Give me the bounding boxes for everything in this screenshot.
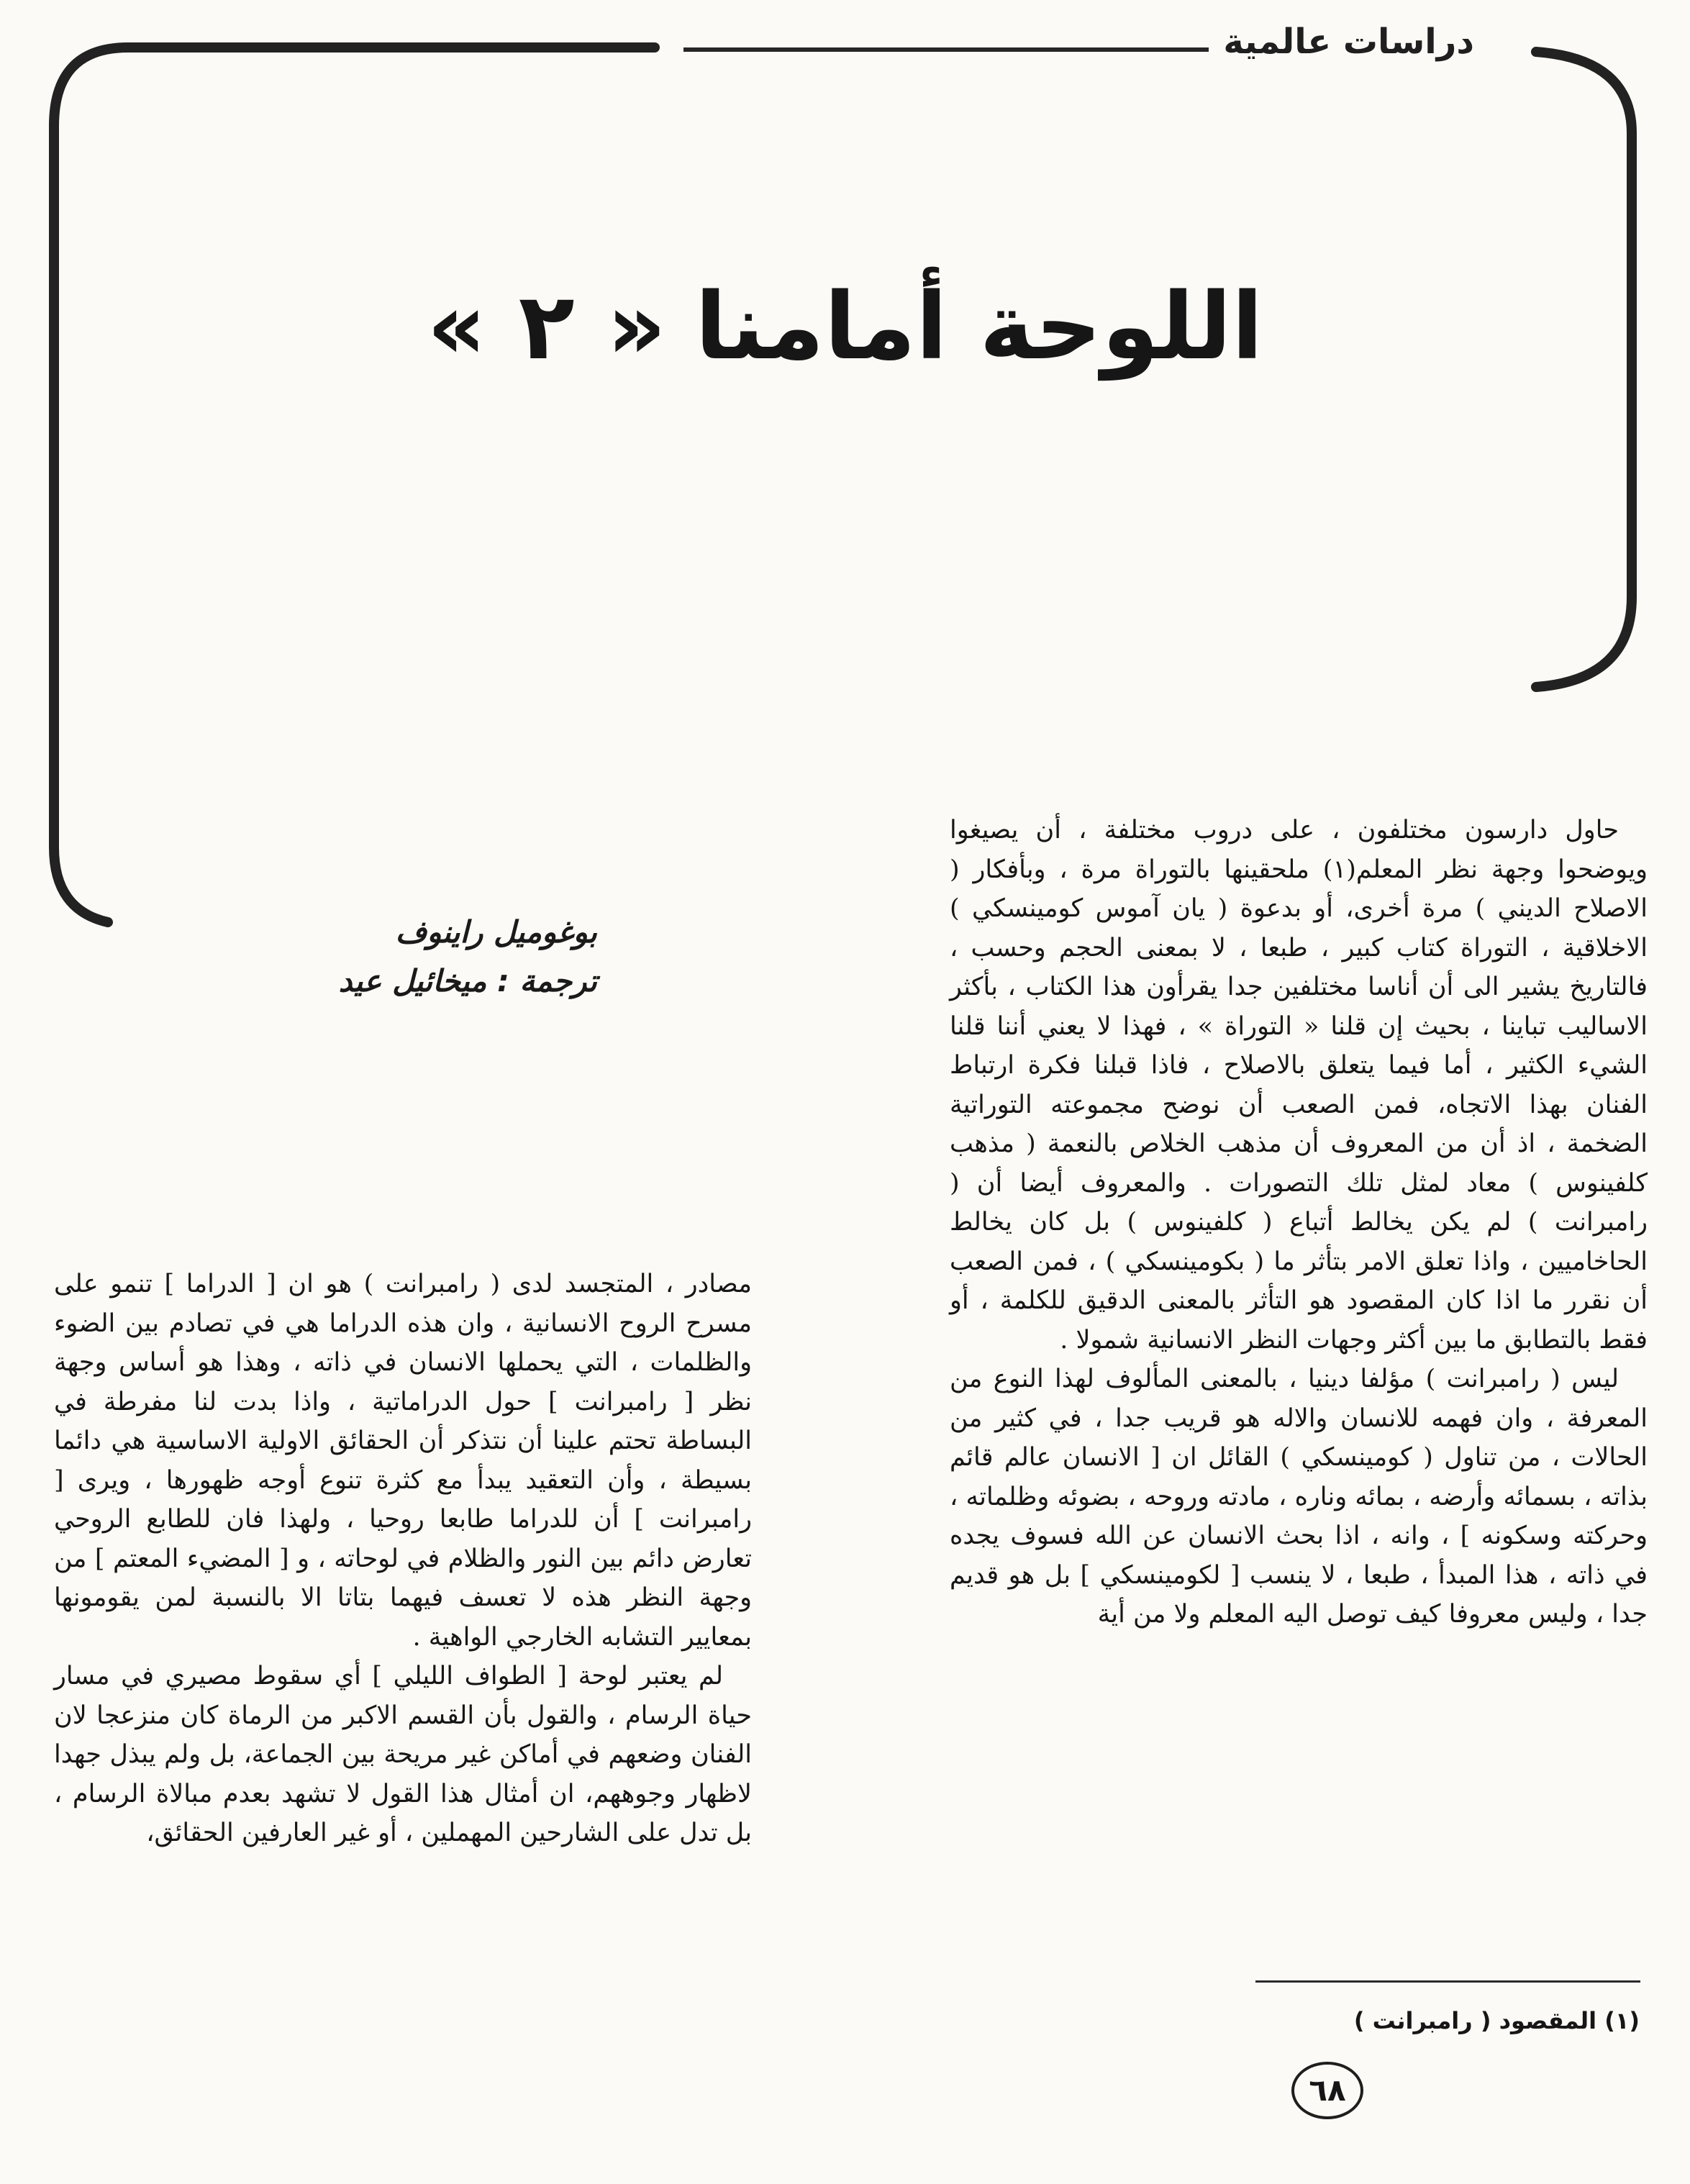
section-header: دراسات عالمية <box>1223 22 1474 62</box>
paragraph: لم يعتبر لوحة [ الطواف الليلي ] أي سقوط مصيري في مسار حياة الرسام ، والقول بأن القسم الاكبر من الرماة كان منزعجا لان الفنان وضعهم في أماكن غير مريحة بين الجماعة، بل ولم يبذل جهدا لاظهار وجوههم، ان أمثال هذا القول لا تشهد بعدم مبالاة الرسام ، بل تدل على الشارحين المهملين ، أو غير العارفين الحقائق، <box>54 1662 752 1847</box>
footnote-rule <box>1255 1980 1640 1983</box>
byline <box>237 908 597 1006</box>
footnote-text: المقصود ( رامبرانت ) <box>1353 2007 1597 2034</box>
frame-left-bracket <box>54 47 655 922</box>
author-name: بوغوميل راينوف <box>395 914 597 950</box>
paragraph: ليس ( رامبرانت ) مؤلفا دينيا ، بالمعنى المألوف لهذا النوع من المعرفة ، وان فهمه للانسان والاله هو قريب جدا ، في كثير من الحالات ، من تناول ( كومينسكي ) القائل ان [ الانسان عالم قائم بذاته ، بسمائه وأرضه ، بمائه وناره ، مادته وروحه ، بضوئه وظلماته ، وحركته وسكونه ] ، وانه ، اذا بحث الانسان عن الله فسوف يجده في ذاته ، هذا المبدأ ، طبعا ، لا ينسب [ لكومينسكي ] بل هو قديم جدا ، وليس معروفا كيف توصل اليه المعلم ولا من أية <box>950 1365 1648 1629</box>
translator-name: ترجمة : ميخائيل عيد <box>338 963 597 998</box>
paragraph: مصادر ، المتجسد لدى ( رامبرانت ) هو ان [ الدراما ] تنمو على مسرح الروح الانسانية ، وان هذه الدراما هي في تصادم بين الضوء والظلمات ، التي يحملها الانسان في ذاته ، وهذا هو أساس وجهة نظر [ رامبرانت ] حول الدراماتية ، واذا بدت لنا مفرطة في البساطة تحتم علينا أن نتذكر أن الحقائق الاولية الاساسية هي دائما بسيطة ، وأن التعقيد يبدأ مع كثرة تنوع أوجه ظهورها ، ويرى [ رامبرانت ] أن للدراما طابعا روحيا ، ولهذا فان للطابع الروحي تعارض دائم بين النور والظلام في لوحاته ، و [ المضيء المعتم ] من وجهة النظر هذه لا تعسف فيهما بتاتا الا بالنسبة لمن يقومونها بمعايير التشابه الخارجي الواهية . <box>54 1270 752 1652</box>
footnote-marker: (١) <box>1604 2007 1640 2034</box>
footnote <box>1354 2007 1640 2034</box>
left-column <box>54 1265 752 1853</box>
article-title <box>0 273 1690 381</box>
title-text: اللوحة أمامنا <box>695 273 1263 381</box>
paragraph: حاول دارسون مختلفون ، على دروب مختلفة ، أن يصيغوا ويوضحوا وجهة نظر المعلم(١) ملحقينها بالتوراة مرة ، وبأفكار ( الاصلاح الديني ) مرة أخرى، أو بدعوة ( يان آموس كومينسكي ) الاخلاقية ، التوراة كتاب كبير ، طبعا ، لا بمعنى الحجم وحسب ، فالتاريخ يشير الى أن أناسا مختلفين جدا يقرأون هذا الكتاب ، بأكثر الاساليب تباينا ، بحيث إن قلنا « التوراة » ، فهذا لا يعني أننا قلنا الشيء الكثير ، أما فيما يتعلق بالاصلاح ، فاذا قبلنا فكرة ارتباط الفنان بهذا الاتجاه، فمن الصعب أن نوضح مجموعته التوراتية الضخمة ، اذ أن من المعروف أن مذهب الخلاص بالنعمة ( مذهب كلفينوس ) معاد لمثل تلك التصورات . والمعروف أيضا أن ( رامبرانت ) لم يكن يخالط أتباع ( كلفينوس ) بل كان يخالط الحاخاميين ، واذا تعلق الامر بتأثر ما ( بكومينسكي ) ، فمن الصعب أن نقرر ما اذا كان المقصود هو التأثر بالمعنى الدقيق للكلمة ، أو فقط بالتطابق ما بين أكثر وجهات النظر الانسانية شمولا . <box>950 816 1648 1355</box>
header-rule <box>683 47 1209 52</box>
right-column <box>950 811 1648 1634</box>
page-number: ٦٨ <box>1291 2062 1363 2119</box>
title-number: « ٢ » <box>427 273 666 381</box>
